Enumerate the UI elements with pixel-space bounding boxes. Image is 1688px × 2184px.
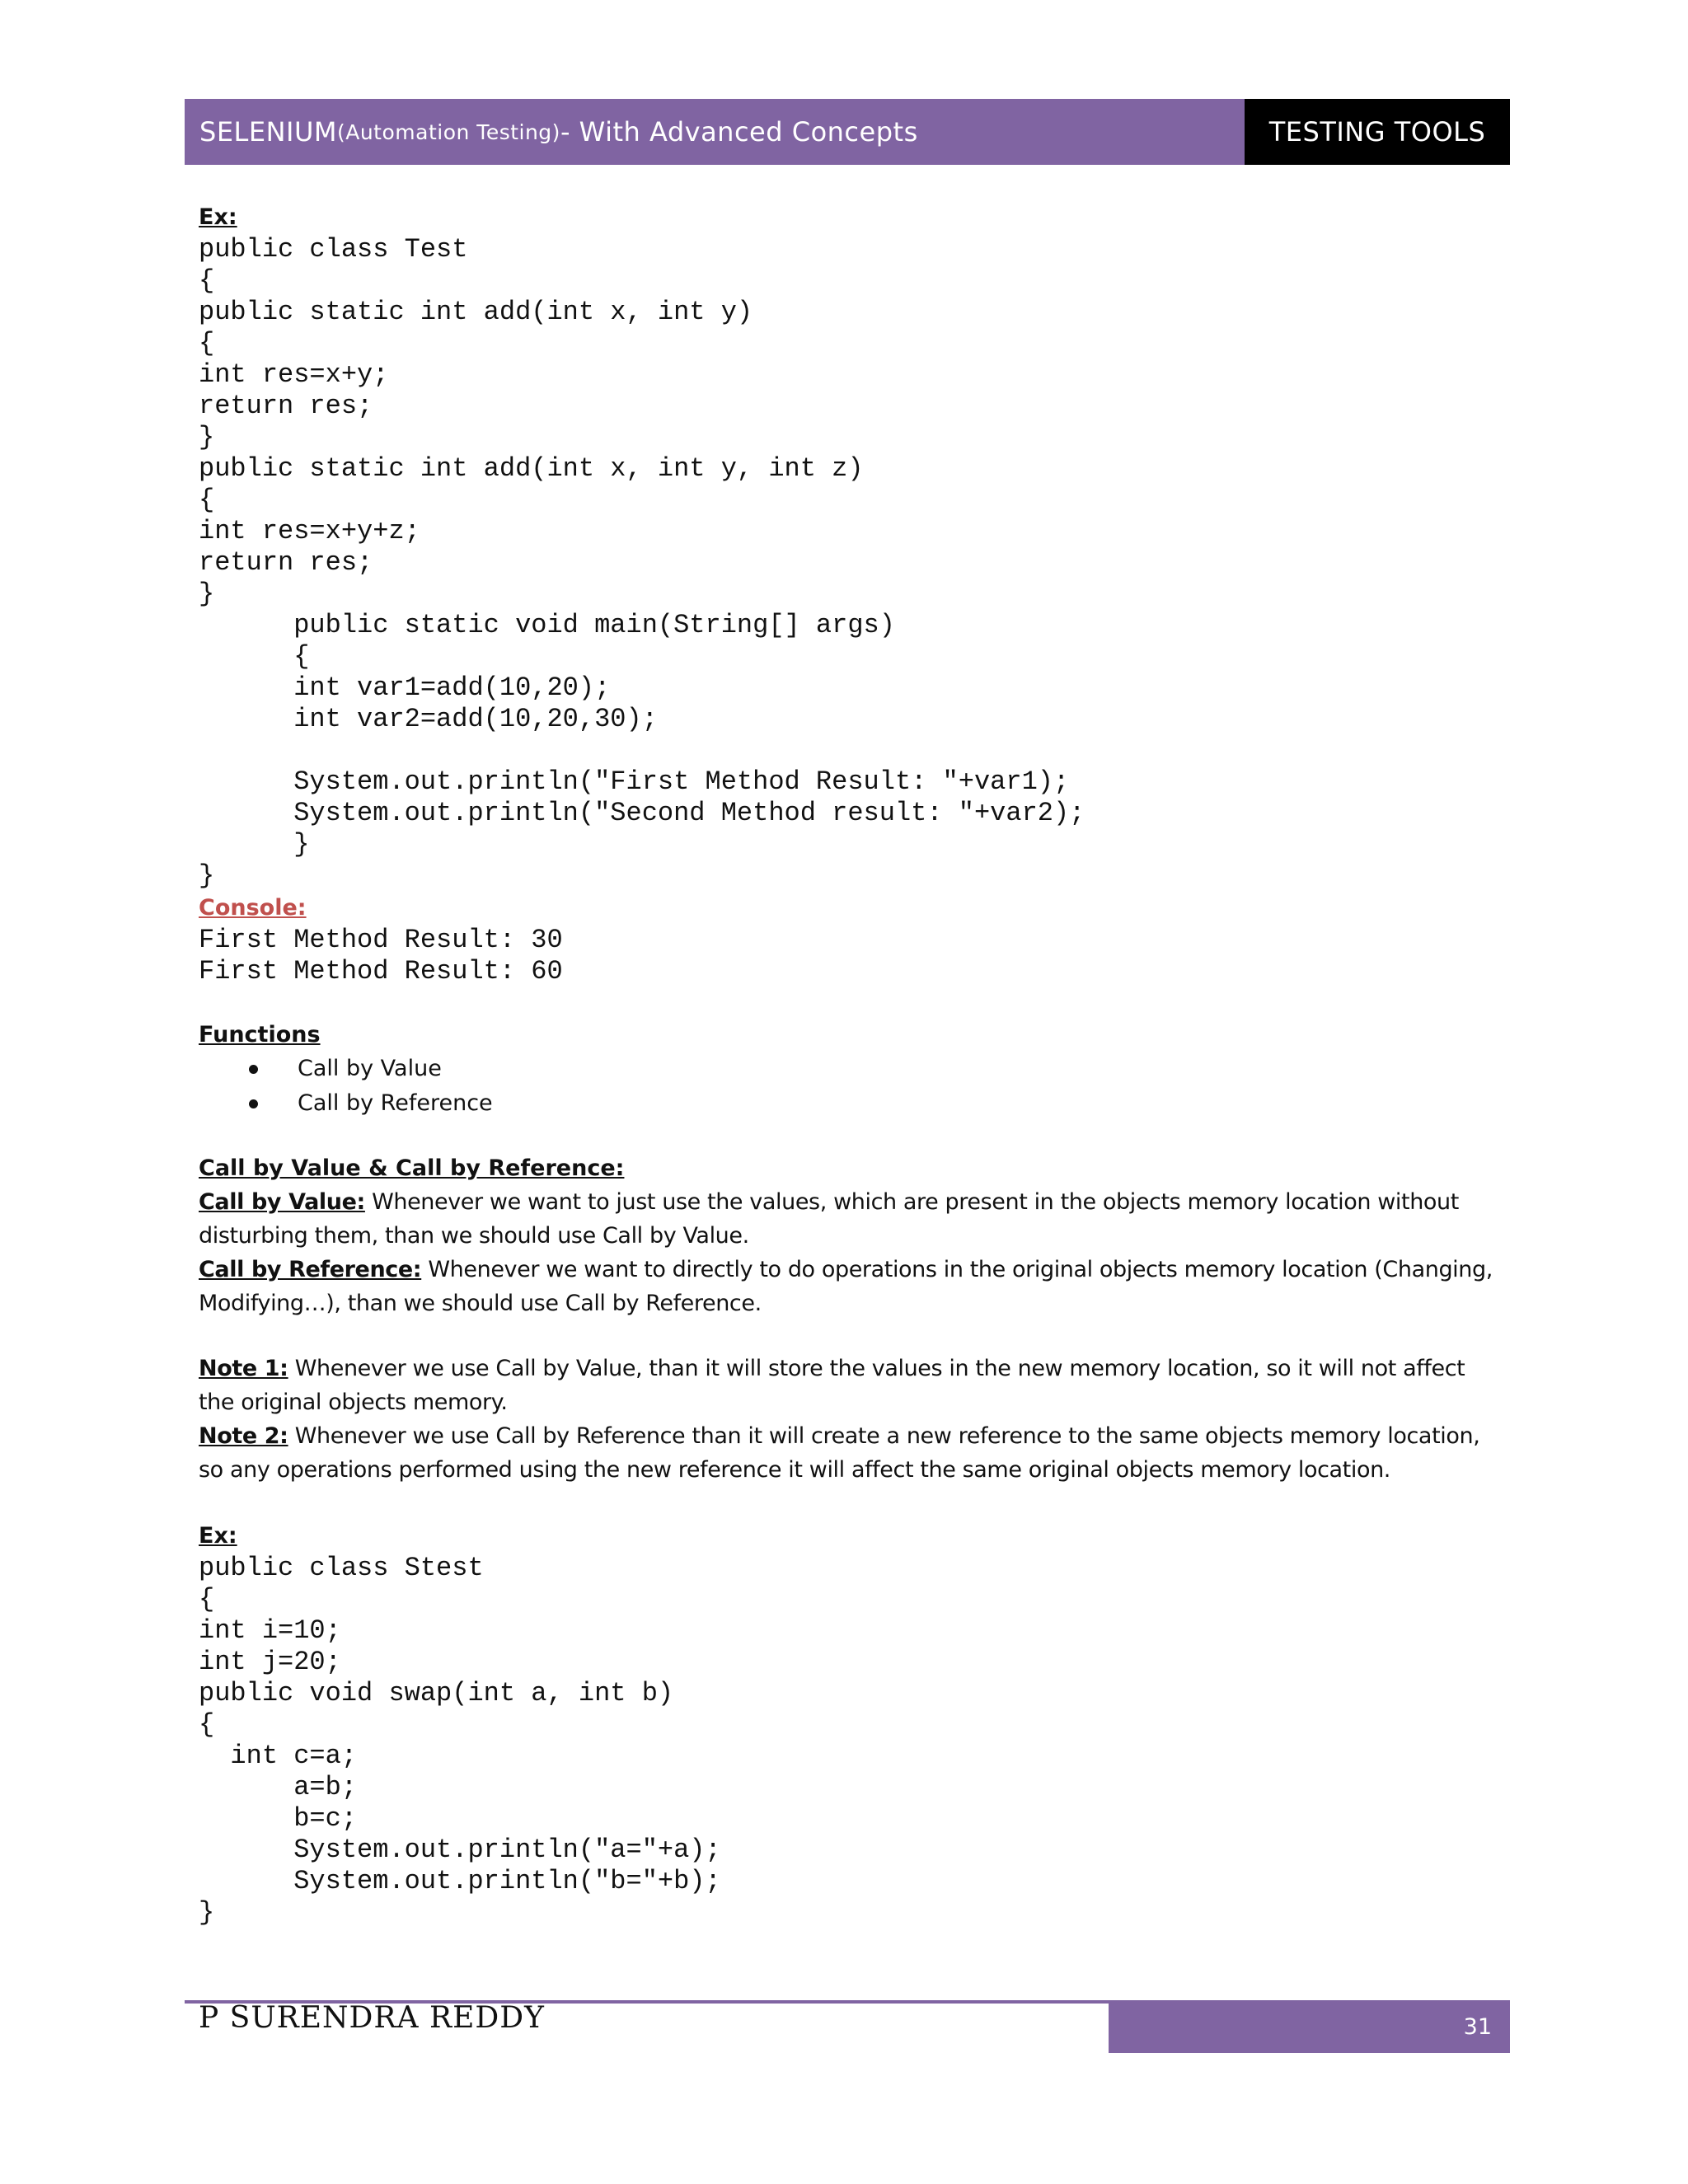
note2-text: Whenever we use Call by Reference than it will create a new reference to the same objects memory location, so any operations performed using the new reference it will affect the same original objects memory location. (199, 1423, 1480, 1483)
call-section-heading: Call by Value & Call by Reference: (199, 1155, 625, 1181)
console-label: Console: (199, 895, 307, 921)
list-item (199, 1086, 1501, 1121)
list-item-text: Call by Reference (298, 1090, 493, 1116)
header-title-main-1: SELENIUM (199, 116, 337, 148)
list-item (199, 1052, 1501, 1086)
note1-lead: Note 1: (199, 1356, 288, 1381)
note2-paragraph (199, 1419, 1501, 1487)
call-by-reference-lead: Call by Reference: (199, 1257, 422, 1282)
call-by-value-paragraph (199, 1185, 1501, 1253)
functions-heading: Functions (199, 1022, 321, 1047)
call-by-reference-paragraph (199, 1253, 1501, 1320)
header-title-main-2: - With Advanced Concepts (560, 116, 918, 148)
note1-text: Whenever we use Call by Value, than it will store the values in the new memory location, so it will not affect the original objects memory. (199, 1356, 1465, 1415)
header-title-small: (Automation Testing) (336, 120, 560, 144)
page-header (185, 99, 1510, 165)
example2-code: public class Stest { int i=10; int j=20; public void swap(int a, int b) { int c=a; a=b; b=c; System.out.println("a="+a); System.out.println("b="+b); } (199, 1553, 721, 1928)
bullet-icon (249, 1099, 258, 1108)
call-by-value-lead: Call by Value: (199, 1189, 365, 1215)
example1-label: Ex: (199, 204, 237, 230)
call-by-value-text: Whenever we want to just use the values, which are present in the objects memory location without disturbing them, than we should use Call by Value. (199, 1189, 1459, 1249)
call-by-reference-text: Whenever we want to directly to do operations in the original objects memory location (Changing, Modifying…), than we should use Call by Reference. (199, 1257, 1493, 1316)
note1-paragraph (199, 1352, 1501, 1419)
bullet-icon (249, 1065, 258, 1074)
page-content (199, 201, 1501, 1929)
list-item-text: Call by Value (298, 1056, 442, 1081)
footer-author: P SURENDRA REDDY (199, 2001, 545, 2035)
footer-page-number: 31 (1109, 2000, 1510, 2053)
example2-label: Ex: (199, 1523, 237, 1549)
header-section: TESTING TOOLS (1245, 99, 1510, 165)
functions-list (199, 1052, 1501, 1121)
example1-code: public class Test { public static int add(int x, int y) { int res=x+y; return res; } public static int add(int x, int y, int z) { int res=x+y+z; return res; } public static void main(String[] args) { int var1=add(10,20); int var2=add(10,20,30); System.out.println("First Method Result: "+var1); System.out.println("Second Method result: "+var2); } } (199, 234, 1085, 891)
header-title (185, 99, 1245, 165)
note2-lead: Note 2: (199, 1423, 288, 1449)
console-output: First Method Result: 30 First Method Result: 60 (199, 925, 563, 987)
